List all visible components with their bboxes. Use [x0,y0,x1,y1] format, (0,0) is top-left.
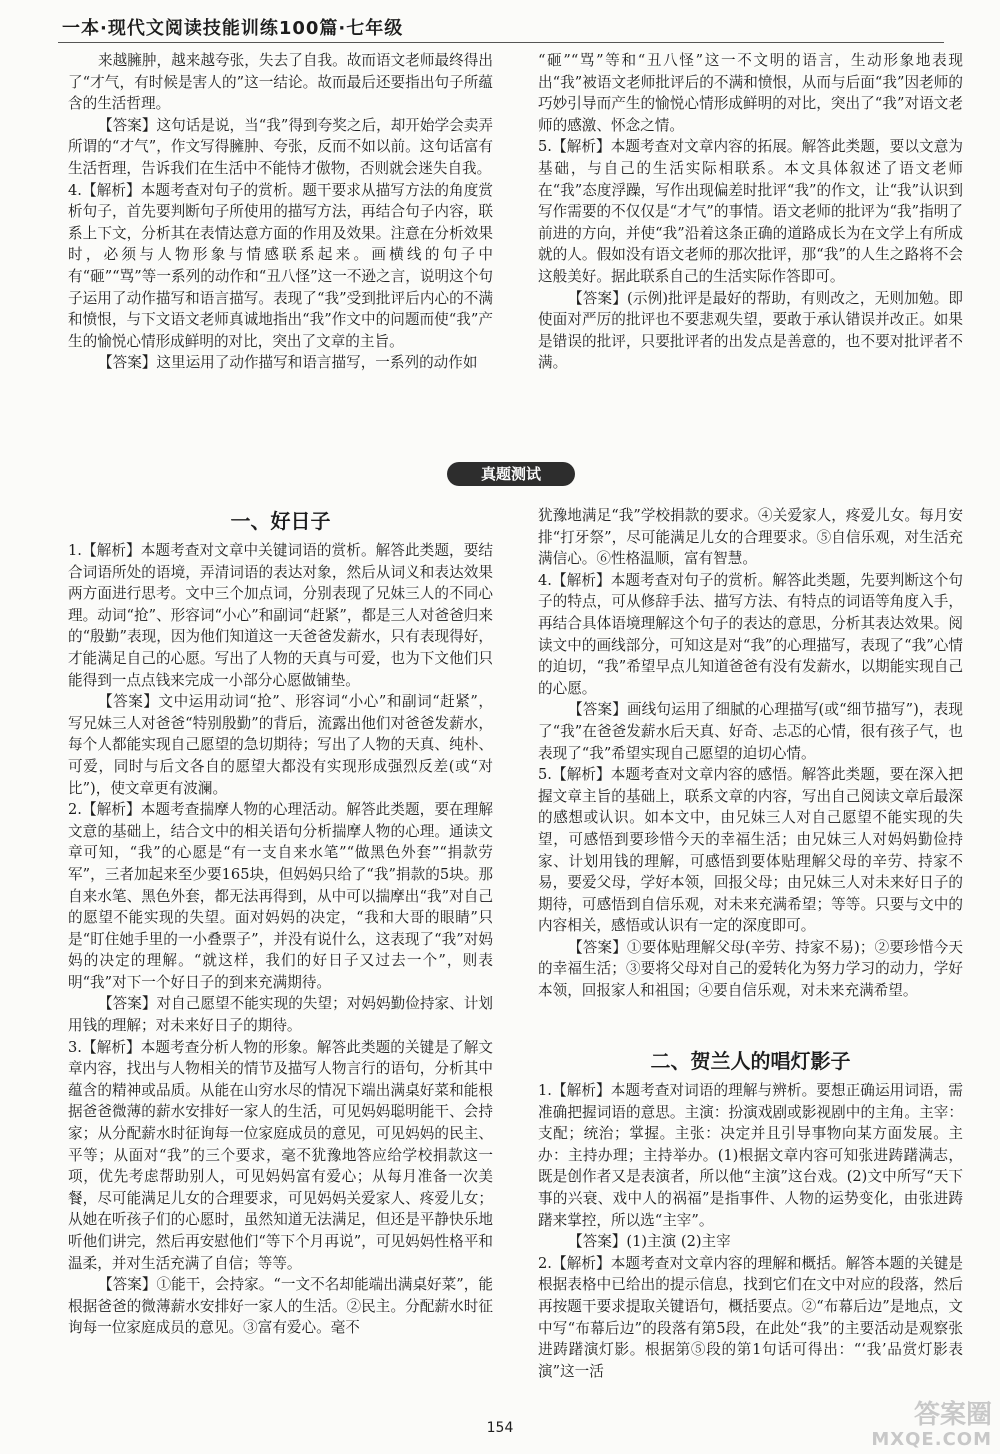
analysis-item: 2.【解析】本题考查揣摩人物的心理活动。解答此类题，要在理解文意的基础上，结合文中的相关语句分析揣摩人物的心理。通读文章可知，“我”的心愿是“有一支自来水笔”“做黑色外套”“捐款劳军”，三者加起来至少要165块，但妈妈只给了“我”捐款的5块。那自来水笔、黑色外套，都无法再得到，从中可以揣摩出“我”对自己的愿望不能实现的失望。面对妈妈的决定，“我和大哥的眼睛”只是“盯住她手里的一小叠票子”，并没有说什么，这表现了“我”对妈妈的决定的理解。“就这样，我们的好日子又过去一个”，则表明“我”对下一个好日子的到来充满期待。 [68,801,493,991]
analysis-item: 1.【解析】本题考查对词语的理解与辨析。要想正确运用词语，需准确把握词语的意思。主演：扮演戏剧或影视剧中的主角。主宰：支配；统治；掌握。主张：决定并且引导事物向某方面发展。主办：主持办理；主持举办。(1)根据文章内容可知张进踌躇满志，既是创作者又是表演者，所以他“主演”这台戏。(2)文中所写“天下事的兴衰、戏中人的祸福”是指事件、人物的运势变化，由张进踌躇来掌控，所以选“主宰”。 [538,1082,963,1229]
right-column-section2 [538,1080,963,1382]
watermark-text-top: 答案圈 [913,1400,992,1430]
answer: 【答案】(示例)批评是最好的帮助，有则改之，无则加勉。即使面对严厉的批评也不要悲观失望，要敢于承认错误并改正。如果是错误的批评，只要批评者的出发点是善意的，也不要对批评者不满。 [538,289,963,372]
analysis-item: 2.【解析】本题考查对文章内容的理解和概括。解答本题的关键是根据表格中已给出的提示信息，找到它们在文中对应的段落，然后再按题干要求提取关键语句，概括要点。②“布幕后边”是地点，文中写“布幕后边”的段落有第5段，在此处“我”的主要活动是观察张进踌躇演灯影。根据第⑤段的第1句话可得出：“‘我’品赏灯影表演”这一活 [538,1254,963,1380]
analysis-item: 3.【解析】本题考查分析人物的形象。解答此类题的关键是了解文章内容，找出与人物相关的情节及描写人物言行的语句，分析其中蕴含的精神或品质。从能在山穷水尽的情况下端出满桌好菜和能根据爸爸微薄的薪水安排好一家人的生活，可见妈妈聪明能干、会持家；从分配薪水时征询每一位家庭成员的意见，可见妈妈的民主、平等；从面对“我”的三个要求，毫不犹豫地答应给学校捐款这一项，优先考虑帮助别人，可见妈妈富有爱心；从每月准备一次美餐，尽可能满足儿女的合理要求，可见妈妈关爱家人、疼爱儿女；从她在听孩子们的心愿时，虽然知道无法满足，但还是平静快乐地听他们讲完，然后再安慰他们“等下个月再说”，可见妈妈性格平和温柔，并对生活充满了自信；等等。 [68,1038,493,1272]
answer: 【答案】对自己愿望不能实现的失望；对妈妈勤俭持家、计划用钱的理解；对未来好日子的期待。 [68,995,493,1035]
section-title-1: 一、好日子 [230,509,331,533]
analysis-item: 4.【解析】本题考查对句子的赏析。题干要求从描写方法的角度赏析句子，首先要判断句子所使用的描写方法，再结合句子内容，联系上下文，分析其在表情达意方面的作用及效果。注意在分析效果时，必须与人物形象与情感联系起来。画横线的句子中有“砸”“骂”等一系列的动作和“丑八怪”这一不逊之言，说明这个句子运用了动作描写和语言描写。表现了“我”受到批评后内心的不满和愤恨，与下文语文老师真诚地指出“我”作文中的问题而使“我”产生的愉悦心情形成鲜明的对比，突出了文章的主旨。 [68,181,493,350]
paragraph: 犹豫地满足“我”学校捐款的要求。④关爱家人，疼爱儿女。每月安排“打牙祭”，尽可能满足儿女的合理要求。⑤自信乐观，对生活充满信心。⑥性格温顺，富有智慧。 [538,507,963,568]
answer: 【答案】①要体贴理解父母(辛劳、持家不易)；②要珍惜今天的幸福生活；③要将父母对自己的爱转化为努力学习的动力，学好本领，回报家人和祖国；④要自信乐观，对未来充满希望。 [538,938,963,1000]
answer: 【答案】画线句运用了细腻的心理描写(或“细节描写”)，表现了“我”在爸爸发薪水后天真、好奇、忐忑的心情，很有孩子气，也表现了“我”希望实现自己愿望的迫切心情。 [538,701,963,762]
analysis-item: 5.【解析】本题考查对文章内容的感悟。解答此类题，要在深入把握文章主旨的基础上，联系文章的内容，写出自己阅读文章后最深的感想或认识。如本文中，由兄妹三人对自己愿望不能实现的失望，可感悟到要珍惜今天的幸福生活；由兄妹三人对妈妈勤俭持家、计划用钱的理解，可感悟到要体贴理解父母的辛劳、持家不易，要爱父母，学好本领，回报父母；由兄妹三人对未来好日子的期待，可感悟到自信乐观，对未来充满希望；等等。只要与文中的内容相关，感悟或认识有一定的深度即可。 [538,766,963,935]
watermark-text-bottom: MXQE.COM [871,1429,992,1450]
answer: 【答案】文中运用动词“抢”、形容词“小心”和副词“赶紧”，写兄妹三人对爸爸“特别殷勤”的背后，流露出他们对爸爸发薪水，每个人都能实现自己愿望的急切期待；写出了人物的天真、纯朴、可爱，同时与后文各自的愿望大都没有实现形成强烈反差(或“对比”)，使文章更有波澜。 [68,693,493,797]
header-rule [58,42,944,43]
analysis-item: 4.【解析】本题考查对句子的赏析。解答此类题，先要判断这个句子的特点，可从修辞手法、描写方法、有特点的词语等角度入手，再结合具体语境理解这个句子的表达的意思，分析其表达效果。阅读文中的画线部分，可知这是对“我”的心理描写，表现了“我”心情的迫切，“我”希望早点儿知道爸爸有没有发薪水，以期能实现自己的心愿。 [538,571,963,697]
running-header: 一本·现代文阅读技能训练100篇·七年级 [62,18,404,39]
section-title-2: 二、贺兰人的唱灯影子 [650,1049,851,1073]
answer: 【答案】这句话是说，当“我”得到夸奖之后，却开始学会卖弄所谓的“才气”，作文写得臃肿、夸张，反而不如以前。这句话富有生活哲理，告诉我们在生活中不能恃才傲物，否则就会迷失自我。 [68,116,493,177]
section-divider-badge: 真题测试 [447,462,575,486]
left-column-bottom [68,540,493,1339]
answer: 【答案】(1)主演 (2)主宰 [568,1233,731,1251]
analysis-item: 1.【解析】本题考查对文章中关键词语的赏析。解答此类题，要结合词语所处的语境，弄清词语的表达对象，然后从词义和表达效果两方面进行思考。文中三个加点词，分别表现了兄妹三人的不同心理。动词“抢”、形容词“小心”和副词“赶紧”，都是三人对爸爸归来的“殷勤”表现，因为他们知道这一天爸爸发薪水，只有表现得好，才能满足自己的心愿。写出了人物的天真与可爱，也为下文他们只能得到一点点钱来完成一小部分心愿做铺垫。 [68,542,493,689]
paragraph: “砸”“骂”等和“丑八怪”这一不文明的语言，生动形象地表现出“我”被语文老师批评后的不满和愤恨，从而与后面“我”因老师的巧妙引导而产生的愉悦心情形成鲜明的对比，突出了“我”对语文老师的感激、怀念之情。 [538,52,963,134]
page-number: 154 [486,1420,514,1436]
answer: 【答案】①能干，会持家。“一文不名却能端出满桌好菜”，能根据爸爸的微薄薪水安排好一家人的生活。②民主。分配薪水时征询每一位家庭成员的意见。③富有爱心。毫不 [68,1276,493,1337]
paragraph: 来越臃肿，越来越夸张，失去了自我。故而语文老师最终得出了“才气，有时候是害人的”这一结论。故而最后还要指出句子所蕴含的生活哲理。 [68,52,493,113]
right-column-bottom [538,505,963,1002]
analysis-item: 5.【解析】本题考查对文章内容的拓展。解答此类题，要以文意为基础，与自己的生活实际相联系。本文具体叙述了语文老师在“我”态度浮躁，写作出现偏差时批评“我”的作文，让“我”认识到写作需要的不仅仅是“才气”的事情。语文老师的批评为“我”指明了前进的方向，并使“我”沿着这条正确的道路成长为在文学上有所成就的人。假如没有语文老师的那次批评，那“我”的人生之路将不会这般美好。据此联系自己的生活实际作答即可。 [538,138,963,285]
right-column-top [538,50,963,374]
watermark-logo [830,1400,1000,1454]
left-column-top [68,50,493,374]
answer: 【答案】这里运用了动作描写和语言描写，一系列的动作如 [98,354,478,372]
